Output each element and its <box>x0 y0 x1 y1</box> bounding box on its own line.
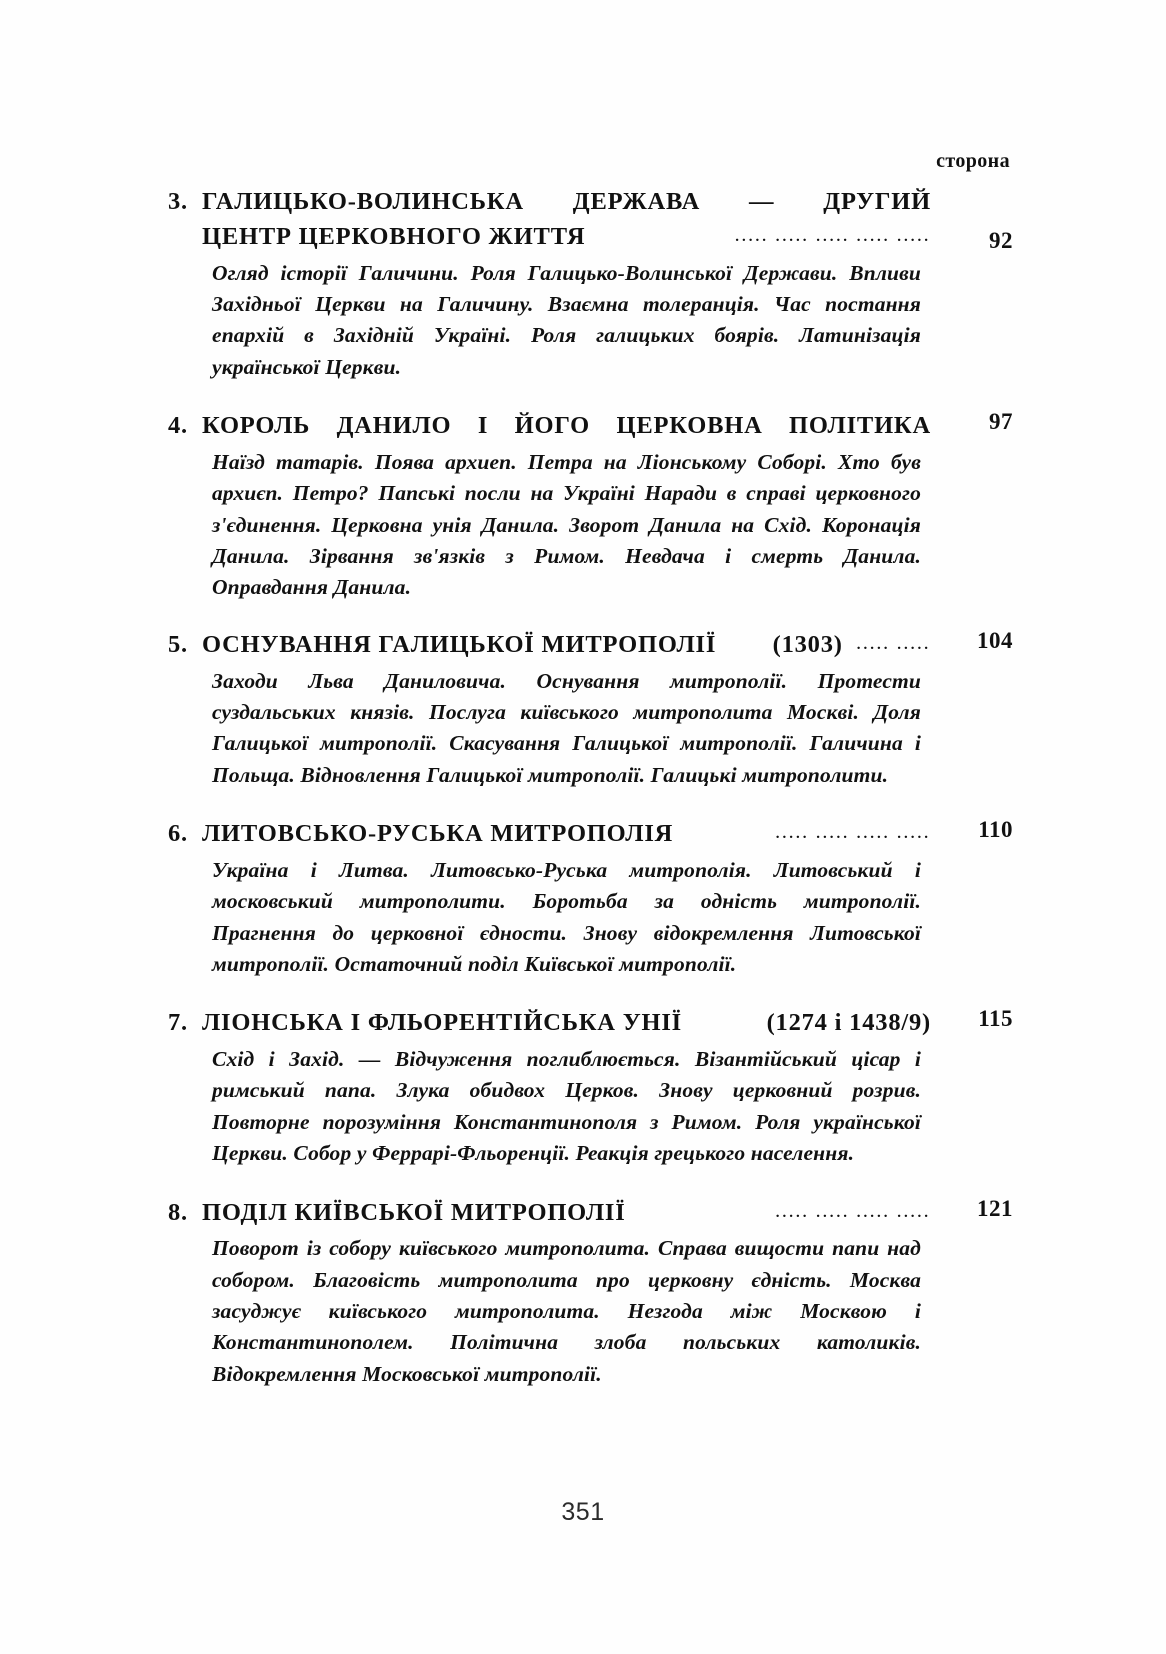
page-column-header: сторона <box>936 150 1010 172</box>
leader-dots: ..... ..... ..... ..... ..... <box>735 228 931 245</box>
toc-entry-heading[interactable] <box>168 1006 1013 1041</box>
entry-title-years: (1274 і 1438/9) <box>766 1009 931 1037</box>
entry-description: Наїзд татарів. Поява архиеп. Петра на Ліонському Соборі. Хто був архиєп. Петро? Папські посли на Україні Наради в справі церковного з'єдинення. Церковна унія Данила. Зворот Данила на Схід. Коронація Данила. Зірвання зв'язків з Римом. Невдача і смерть Данила. Оправдання Данила. <box>212 449 921 600</box>
toc-entry-heading[interactable] <box>168 817 1013 852</box>
toc-entry-heading[interactable] <box>168 1196 1013 1231</box>
entry-description: Заходи Льва Даниловича. Оснування митрополії. Протести суздальських князів. Послуга київського митрополита Москві. Доля Галицької митрополії. Скасування Галицької митрополії. Галичина і Польща. Відновлення Галицької митрополії. Галицькі митрополити. <box>212 668 921 787</box>
leader-dots: ..... ..... ..... ..... <box>775 826 931 842</box>
entry-number: 4. <box>168 412 188 440</box>
toc-entry <box>168 1006 1013 1169</box>
entry-title-line: ЦЕНТР ЦЕРКОВНОГО ЖИТТЯ <box>202 222 586 250</box>
entry-page-number: 110 <box>978 817 1013 842</box>
entry-title-years: (1303) <box>772 630 843 658</box>
entry-page-number: 92 <box>989 228 1013 253</box>
entry-description: Схід і Захід. — Відчуження поглиблюється. Візантійський цісар і римський папа. Злука обидвох Церков. Знову церковний розрив. Повторне порозуміння Константинополя з Римом. Роля української Церкви. Собор у Феррарі-Фльоренції. Реакція грецького населення. <box>212 1047 921 1166</box>
toc-entry <box>168 1196 1013 1391</box>
toc-entry <box>168 817 1013 980</box>
leader-dots: ..... ..... <box>856 636 931 653</box>
entry-title-line: КОРОЛЬ ДАНИЛО І ЙОГО ЦЕРКОВНА ПОЛІТИКА <box>202 412 931 440</box>
entry-page-number: 104 <box>977 627 1013 653</box>
entry-number: 5. <box>168 630 188 658</box>
toc-entry-heading[interactable] <box>168 628 1013 663</box>
toc-entry <box>168 409 1013 604</box>
entry-title-line: ОСНУВАННЯ ГАЛИЦЬКОЇ МИТРОПОЛІЇ <box>202 630 717 658</box>
entry-page-number: 97 <box>989 409 1013 435</box>
leader-dots: ..... ..... ..... ..... <box>775 1204 931 1221</box>
entry-description: Україна і Литва. Литовсько-Руська митрополія. Литовський і московський митрополити. Боротьба за одність митрополії. Прагнення до церковної єдности. Знову відокремлення Литовської митрополії. Остаточний поділ Київської митрополії. <box>212 857 921 976</box>
entry-title-line: ПОДІЛ КИЇВСЬКОЇ МИТРОПОЛІЇ <box>202 1198 626 1226</box>
entry-title-line: ГАЛИЦЬКО-ВОЛИНСЬКА ДЕРЖАВА — ДРУГИЙ <box>202 188 931 215</box>
entry-page-number: 121 <box>977 1195 1013 1221</box>
entry-description: Огляд історії Галичини. Роля Галицько-Волинської Держави. Впливи Західньої Церкви на Галичину. Взаємна толеранція. Час постання епархій в Західній Україні. Роля галицьких боярів. Латинізація української Церкви. <box>212 260 921 379</box>
entry-number: 8. <box>168 1198 188 1226</box>
entry-number: 7. <box>168 1009 188 1037</box>
entry-description: Поворот із собору київського митрополита. Справа вищости папи над собором. Благовість митрополита про церковну єдність. Москва засуджує київського митрополита. Незгода між Москвою і Константинополем. Політична злоба польських католиків. Відокремлення Московської митрополії. <box>212 1236 921 1386</box>
table-of-contents <box>168 185 1013 1412</box>
entry-title-line: ЛІОНСЬКА І ФЛЬОРЕНТІЙСЬКА УНІЇ <box>202 1009 683 1037</box>
toc-entry <box>168 628 1013 791</box>
page-folio: 351 <box>561 1498 605 1526</box>
toc-entry-heading[interactable] <box>168 409 1013 444</box>
toc-entry-heading[interactable] <box>168 185 1013 255</box>
entry-title-line: ЛИТОВСЬКО-РУСЬКА МИТРОПОЛІЯ <box>202 820 674 847</box>
toc-entry <box>168 185 1013 383</box>
entry-page-number: 115 <box>978 1006 1013 1032</box>
entry-number: 6. <box>168 820 188 847</box>
entry-number: 3. <box>168 188 188 215</box>
